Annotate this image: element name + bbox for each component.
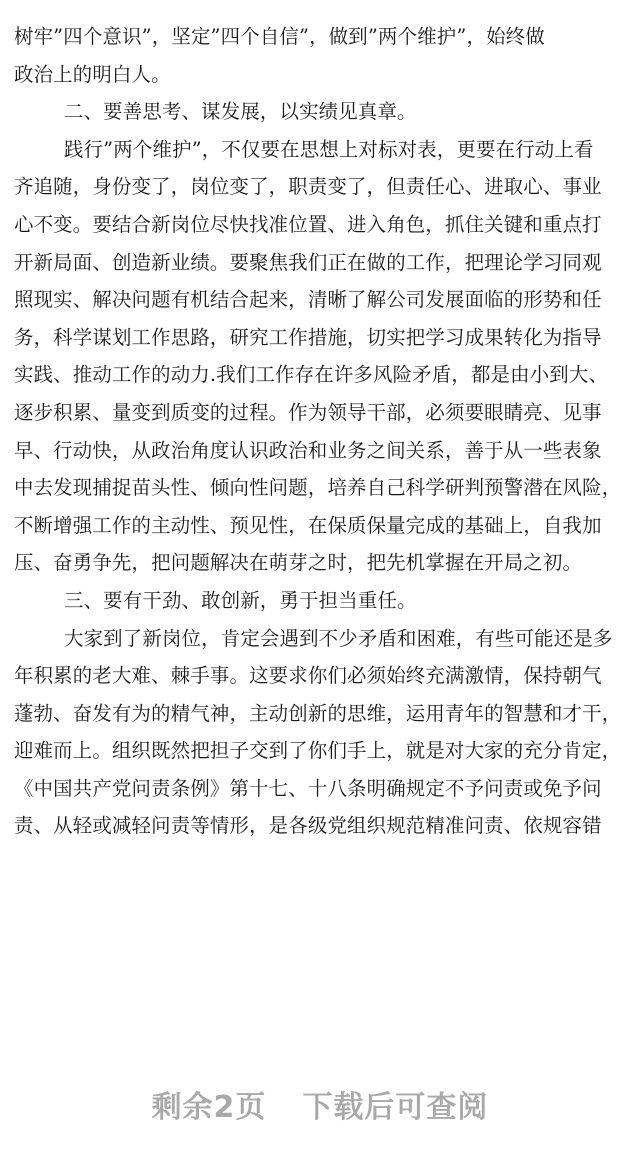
text-line: 迎难而上。组织既然把担子交到了你们手上，就是对大家的充分肯定， — [14, 739, 622, 763]
text-line: 年积累的老大难、棘手事。这要求你们必须始终充满激情，保持朝气 — [14, 664, 602, 688]
section-heading: 二、要善思考、谋发展，以实绩见真章。 — [64, 100, 417, 124]
text-line: 早、行动快，从政治角度认识政治和业务之间关系，善于从一些表象 — [14, 438, 602, 462]
text-line: 政治上的明白人。 — [14, 62, 171, 86]
text-line: 压、奋勇争先，把问题解决在萌芽之时，把先机掌握在开局之初。 — [14, 551, 583, 575]
text-line: 开新局面、创造新业绩。要聚焦我们正在做的工作，把理论学习同观 — [14, 250, 602, 274]
text-line: 照现实、解决问题有机结合起来，清晰了解公司发展面临的形势和任 — [14, 288, 602, 312]
document-body — [14, 18, 626, 845]
text-line: 不断增强工作的主动性、预见性，在保质保量完成的基础上，自我加 — [14, 513, 602, 537]
text-line: 实践、推动工作的动力.我们工作存在许多风险矛盾，都是由小到大、 — [14, 363, 609, 387]
text-line: 大家到了新岗位，肯定会遇到不少矛盾和困难，有些可能还是多 — [64, 626, 613, 650]
text-line: 树牢”四个意识”，坚定”四个自信”，做到”两个维护”，始终做 — [14, 25, 545, 48]
text-line: 齐追随，身份变了，岗位变了，职责变了，但责任心、进取心、事业 — [14, 175, 602, 199]
text-line: 蓬勃、奋发有为的精气神，主动创新的思维，运用青年的智慧和才干， — [14, 701, 622, 725]
text-line: 践行”两个维护”，不仅要在思想上对标对表，更要在行动上看 — [64, 137, 594, 161]
text-line: 《中国共产党问责条例》第十七、十八条明确规定不予问责或免予问 — [14, 776, 602, 800]
download-banner[interactable] — [0, 1078, 640, 1138]
section-heading: 三、要有干劲、敢创新，勇于担当重任。 — [64, 588, 417, 612]
download-hint-label[interactable]: 下载后可查阅 — [302, 1090, 489, 1125]
text-line: 中去发现捕捉苗头性、倾向性问题，培养自己科学研判预警潜在风险， — [14, 476, 622, 500]
text-line: 责、从轻或减轻问责等情形，是各级党组织规范精准问责、依规容错 — [14, 814, 602, 838]
remaining-pages-label[interactable]: 剩余2页 — [151, 1090, 267, 1125]
text-line: 心不变。要结合新岗位尽快找准位置、进入角色，抓住关键和重点打 — [14, 212, 602, 236]
text-line: 逐步积累、量变到质变的过程。作为领导干部，必须要眼睛亮、见事 — [14, 400, 602, 424]
text-line: 务，科学谋划工作思路，研究工作措施，切实把学习成果转化为指导 — [14, 325, 602, 349]
